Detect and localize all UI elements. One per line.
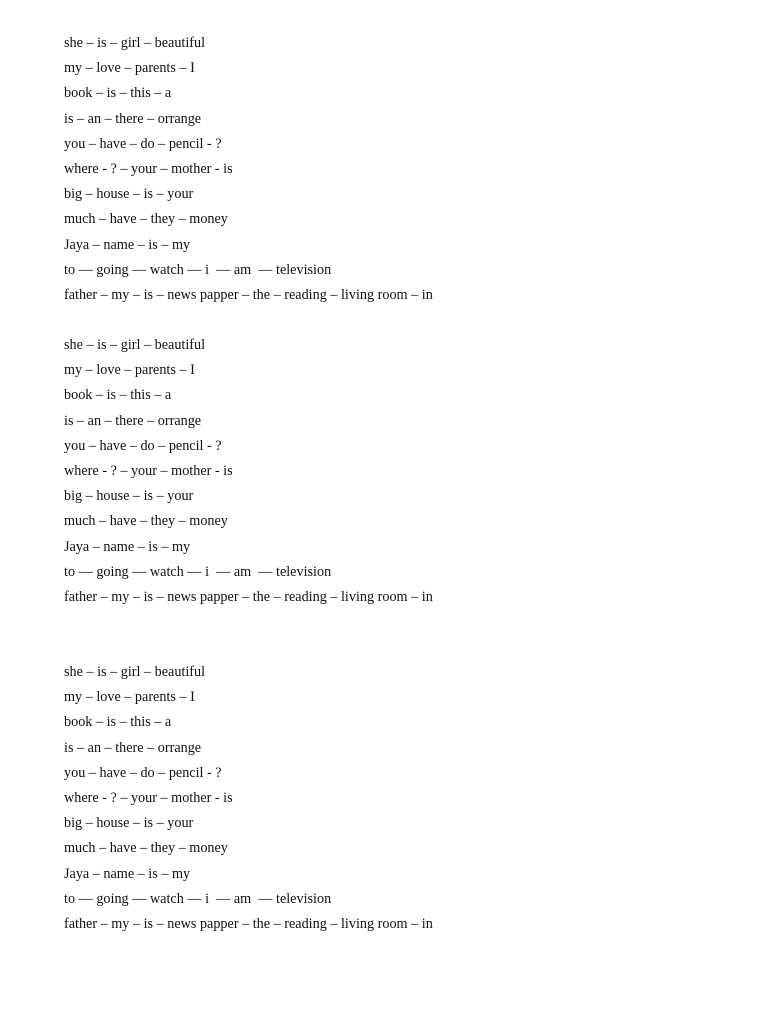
item-text: much – have – they – money: [64, 211, 228, 228]
item-text: book – is – this – a: [64, 387, 172, 404]
list-item: [0, 81, 560, 106]
item-text: she – is – girl – beautiful: [64, 664, 206, 680]
item-text: book – is – this – a: [64, 714, 172, 731]
item-text: father – my – is – news papper – the – reading – living room – in: [64, 915, 433, 932]
list-item: [0, 786, 560, 811]
list-item: [0, 434, 560, 459]
list-item: [0, 509, 560, 534]
list-item: [0, 459, 560, 484]
item-text: to –– going –– watch –– i –– am –– television: [64, 261, 332, 278]
item-text: to –– going –– watch –– i –– am –– television: [64, 563, 332, 580]
exercise-list-2: [0, 333, 560, 610]
item-text: is – an – there – orrange: [64, 412, 202, 429]
list-item: [0, 660, 560, 685]
list-item: [0, 560, 560, 585]
list-item: [0, 761, 560, 786]
item-text: Jaya – name – is – my: [64, 236, 191, 253]
item-text: she – is – girl – beautiful: [64, 337, 206, 353]
list-item: [0, 283, 560, 308]
item-text: is – an – there – orrange: [64, 110, 202, 127]
item-text: to –– going –– watch –– i –– am –– television: [64, 890, 332, 907]
list-item: [0, 685, 560, 710]
item-text: you – have – do – pencil - ?: [64, 764, 222, 781]
item-text: much – have – they – money: [64, 513, 228, 530]
item-text: book – is – this – a: [64, 85, 172, 102]
item-text: father – my – is – news papper – the – reading – living room – in: [64, 286, 433, 303]
list-item: [0, 233, 560, 258]
list-item: [0, 207, 560, 232]
list-item: [0, 182, 560, 207]
exercise-list-1: [0, 31, 560, 308]
list-item: [0, 56, 560, 81]
list-item: [0, 157, 560, 182]
list-item: [0, 107, 560, 132]
item-text: much – have – they – money: [64, 840, 228, 857]
list-item: [0, 736, 560, 761]
item-text: you – have – do – pencil - ?: [64, 437, 222, 454]
item-text: father – my – is – news papper – the – reading – living room – in: [64, 588, 433, 605]
list-item: [0, 887, 560, 912]
list-item: [0, 710, 560, 735]
list-item: [0, 358, 560, 383]
item-text: big – house – is – your: [64, 815, 194, 832]
list-item: [0, 258, 560, 283]
list-item: [0, 811, 560, 836]
item-text: my – love – parents – I: [64, 689, 195, 706]
list-item: [0, 409, 560, 434]
list-item: [0, 836, 560, 861]
list-item: [0, 862, 560, 887]
list-item: [0, 333, 560, 358]
list-item: [0, 585, 560, 610]
list-item: [0, 484, 560, 509]
list-item: [0, 31, 560, 56]
item-text: where - ? – your – mother - is: [64, 789, 233, 806]
item-text: Jaya – name – is – my: [64, 865, 191, 882]
item-text: you – have – do – pencil - ?: [64, 135, 222, 152]
exercise-list-3: [0, 660, 560, 937]
item-text: big – house – is – your: [64, 488, 194, 505]
item-text: my – love – parents – I: [64, 60, 195, 77]
list-item: [0, 132, 560, 157]
item-text: Jaya – name – is – my: [64, 538, 191, 555]
list-item: [0, 383, 560, 408]
item-text: she – is – girl – beautiful: [64, 35, 206, 51]
item-text: big – house – is – your: [64, 186, 194, 203]
item-text: my – love – parents – I: [64, 362, 195, 379]
list-item: [0, 535, 560, 560]
list-item: [0, 912, 560, 937]
item-text: where - ? – your – mother - is: [64, 462, 233, 479]
item-text: where - ? – your – mother - is: [64, 160, 233, 177]
item-text: is – an – there – orrange: [64, 739, 202, 756]
